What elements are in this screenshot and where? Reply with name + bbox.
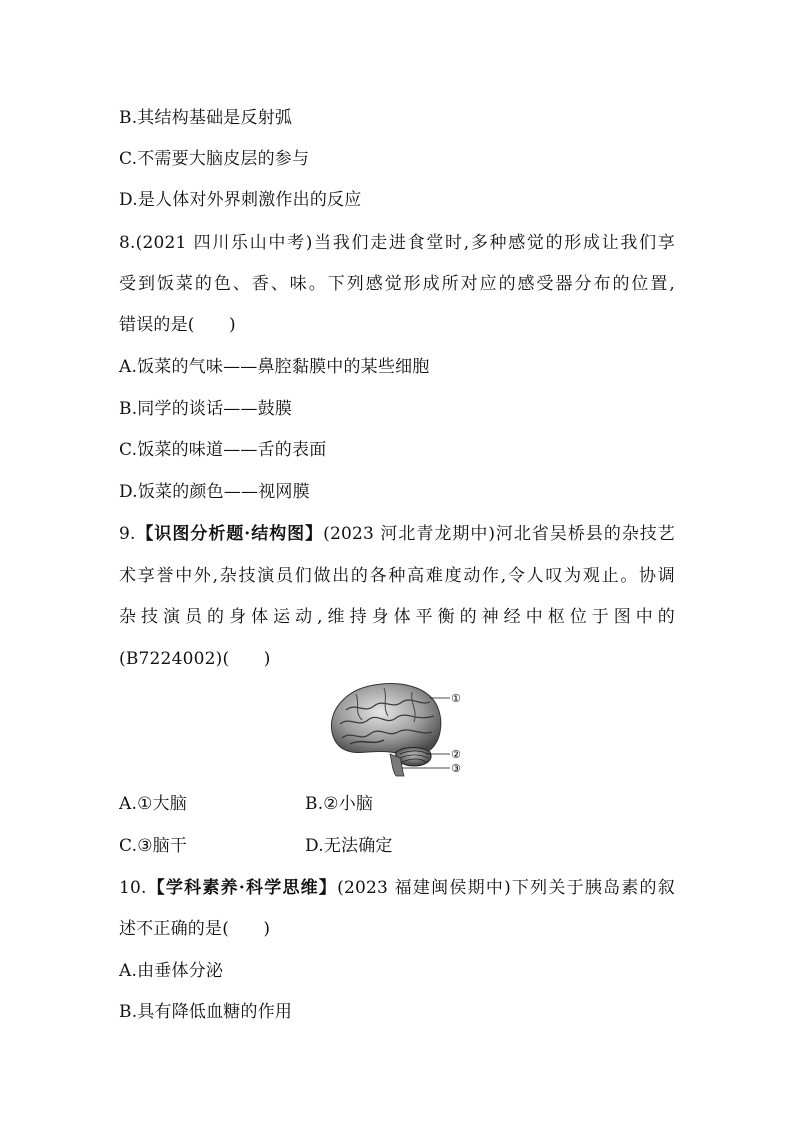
label-2: ② — [451, 748, 461, 761]
label-1: ① — [451, 692, 461, 705]
option-b-q10: B.具有降低血糖的作用 — [119, 1002, 293, 1022]
option-c-q9: C.③脑干 — [119, 836, 188, 856]
label-3: ③ — [451, 762, 461, 775]
option-d-q7: D.是人体对外界刺激作出的反应 — [119, 190, 362, 210]
option-b-q7: B.其结构基础是反射弧 — [119, 108, 293, 128]
question-9-tag: 【识图分析题·结构图】 — [135, 524, 324, 544]
option-b-q8: B.同学的谈话——鼓膜 — [119, 399, 293, 419]
option-a-q10: A.由垂体分泌 — [119, 961, 224, 981]
question-9-line-4: (B7224002)( ) — [119, 649, 271, 669]
question-10-tag: 【学科素养·科学思维】 — [146, 878, 338, 898]
question-9-line-3: 杂技演员的身体运动,维持身体平衡的神经中枢位于图中的 — [119, 607, 675, 627]
question-9-line-1 — [119, 523, 675, 545]
option-a-q9: A.①大脑 — [119, 794, 187, 814]
question-10-number: 10. — [119, 878, 147, 898]
question-9-line-1-text: (2023 河北青龙期中)河北省吴桥县的杂技艺 — [323, 524, 675, 544]
cerebrum — [331, 684, 440, 755]
question-10-line-1 — [119, 877, 675, 899]
question-8-line-2: 受到饭菜的色、香、味。下列感觉形成所对应的感受器分布的位置, — [119, 274, 675, 294]
option-a-q8: A.饭菜的气味——鼻腔黏膜中的某些细胞 — [119, 357, 430, 377]
brain-diagram-icon — [326, 680, 476, 778]
question-10-line-2: 述不正确的是( ) — [119, 919, 271, 939]
brain-diagram — [326, 680, 476, 778]
option-c-q7: C.不需要大脑皮层的参与 — [119, 149, 310, 169]
option-c-q8: C.饭菜的味道——舌的表面 — [119, 440, 327, 460]
question-10-line-1-text: (2023 福建闽侯期中)下列关于胰岛素的叙 — [337, 878, 675, 898]
question-8-line-3: 错误的是( ) — [119, 315, 236, 335]
question-9-number: 9. — [119, 524, 136, 544]
question-8-line-1: 8.(2021 四川乐山中考)当我们走进食堂时,多种感觉的形成让我们享 — [119, 233, 675, 253]
question-9-line-2: 术享誉中外,杂技演员们做出的各种高难度动作,令人叹为观止。协调 — [119, 566, 675, 586]
option-b-q9: B.②小脑 — [305, 794, 374, 814]
option-d-q8: D.饭菜的颜色——视网膜 — [119, 482, 310, 502]
option-d-q9: D.无法确定 — [305, 836, 393, 856]
